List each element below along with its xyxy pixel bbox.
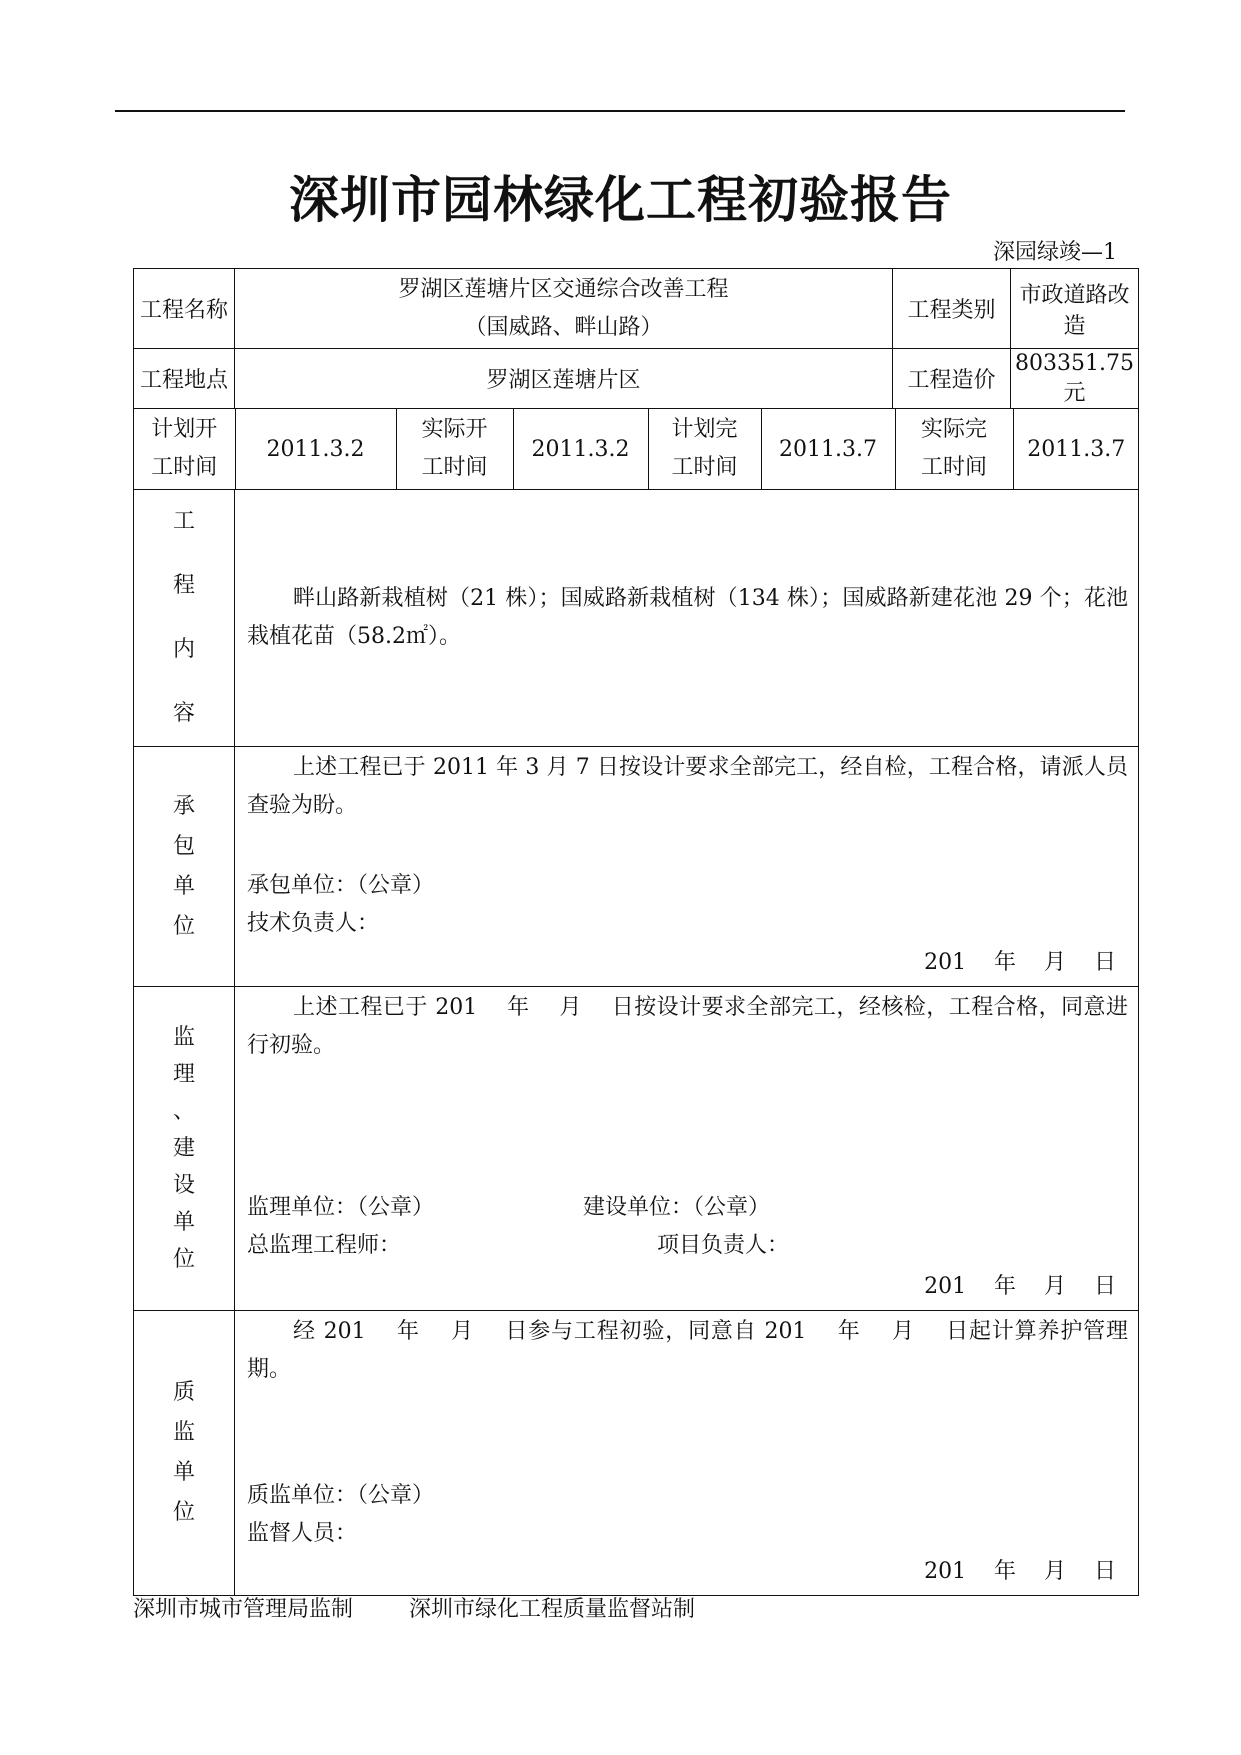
plan-finish-label-line2: 工时间: [671, 455, 738, 480]
project-type-label: 工程类别: [893, 269, 1011, 349]
project-cost-label: 工程造价: [893, 349, 1011, 409]
project-name-line1: 罗湖区莲塘片区交通综合改善工程: [398, 276, 729, 302]
construction-unit: 建设单位：（公章）: [583, 1195, 771, 1220]
actual-start-label-line2: 工时间: [421, 455, 488, 480]
form-code: 深园绿竣—1: [993, 240, 1117, 265]
content-text: 畔山路新栽植树（21 株）；国威路新栽植树（134 株）；国威路新建花池 29 个；花池栽植花苗（58.2㎡）。: [247, 586, 1129, 649]
supervision-label-char: 单: [172, 1210, 195, 1235]
quality-unit: 质监单位：（公章）: [247, 1483, 435, 1508]
actual-finish-label-line1: 实际完: [920, 417, 987, 442]
quality-text: 经 201 年 月 日参与工程初验，同意自 201 年 月 日起计算养护管理期。: [247, 1319, 1129, 1382]
contractor-cell: [235, 747, 1139, 987]
actual-finish-label: [895, 409, 1013, 489]
quality-date: 201 年 月 日: [924, 1559, 1117, 1584]
project-name-label: 工程名称: [134, 269, 235, 349]
plan-start-label-line2: 工时间: [151, 455, 218, 480]
row-content: [134, 490, 1139, 747]
plan-finish-label-line1: 计划完: [671, 417, 738, 442]
contractor-label-char: 单: [172, 873, 195, 899]
actual-finish-value: 2011.3.7: [1027, 436, 1126, 462]
row-contractor: [134, 747, 1139, 987]
footer: [133, 1592, 695, 1623]
supervision-label-char: 建: [172, 1136, 195, 1161]
top-rule: [115, 110, 1125, 112]
supervision-cell: [235, 987, 1139, 1311]
plan-finish-value: 2011.3.7: [761, 409, 895, 489]
supervision-label-char: 设: [172, 1173, 195, 1198]
supervision-unit: 监理单位：（公章）: [247, 1195, 435, 1220]
row-project-name: [134, 269, 1139, 349]
project-name-line2: （国威路、畔山路）: [464, 314, 663, 340]
contractor-text: 上述工程已于 2011 年 3 月 7 日按设计要求全部完工，经自检，工程合格，请派人员查验为盼。: [247, 755, 1129, 818]
contractor-date: 201 年 月 日: [924, 950, 1117, 975]
supervision-unit-row: [235, 1189, 1138, 1227]
content-label-char: 程: [172, 573, 195, 598]
actual-start-label: [396, 409, 513, 489]
supervision-date: 201 年 月 日: [924, 1274, 1117, 1299]
content-cell: [235, 490, 1139, 747]
footer-issuer-2: 深圳市绿化工程质量监督站制: [408, 1597, 695, 1622]
project-location-label: 工程地点: [134, 349, 235, 409]
page-title: 深圳市园林绿化工程初验报告: [289, 171, 952, 229]
content-label-char: 内: [172, 637, 195, 662]
quality-label: [134, 1311, 235, 1596]
row-quality: [134, 1311, 1139, 1596]
row-schedule: [134, 409, 1139, 490]
project-lead: 项目负责人：: [657, 1233, 790, 1258]
quality-label-char: 质: [172, 1380, 195, 1405]
row-supervision: [134, 987, 1139, 1311]
quality-cell: [235, 1311, 1139, 1596]
actual-finish-label-line2: 工时间: [920, 455, 987, 480]
plan-start-label-line1: 计划开: [151, 417, 218, 442]
schedule-table: [134, 409, 1139, 489]
content-label-char: 容: [172, 701, 195, 726]
content-label: [134, 490, 235, 747]
project-type-value: 市政道路改造: [1011, 269, 1139, 349]
project-name-value: [235, 269, 893, 349]
quality-label-char: 监: [172, 1420, 195, 1445]
report-table: [133, 268, 1139, 1596]
actual-start-label-line1: 实际开: [421, 417, 488, 442]
footer-issuer-1: 深圳市城市管理局监制: [133, 1597, 354, 1622]
quality-label-char: 位: [172, 1500, 195, 1525]
contractor-label: [134, 747, 235, 987]
chief-engineer: 总监理工程师：: [247, 1233, 402, 1258]
contractor-label-char: 包: [172, 833, 195, 859]
project-location-value: 罗湖区莲塘片区: [235, 349, 893, 409]
row-project-location: [134, 349, 1139, 409]
schedule-cell: [134, 409, 1139, 490]
actual-start-value: 2011.3.2: [513, 409, 648, 489]
quality-inspector: 监督人员：: [247, 1521, 358, 1546]
supervision-label-char: 、: [172, 1099, 195, 1124]
contractor-tech-lead: 技术负责人：: [247, 911, 380, 936]
plan-start-label: [134, 409, 235, 489]
contractor-label-char: 承: [172, 793, 195, 819]
plan-finish-label: [648, 409, 761, 489]
content-label-char: 工: [172, 509, 195, 534]
supervision-label-char: 位: [172, 1247, 195, 1272]
contractor-unit: 承包单位：（公章）: [247, 873, 435, 898]
supervision-label-char: 监: [172, 1025, 195, 1050]
supervision-label-char: 理: [172, 1062, 195, 1087]
plan-start-value: 2011.3.2: [235, 409, 396, 489]
contractor-label-char: 位: [172, 913, 195, 939]
supervision-sign-row: [235, 1227, 1138, 1265]
quality-label-char: 单: [172, 1460, 195, 1485]
supervision-text: 上述工程已于 201 年 月 日按设计要求全部完工，经核检，工程合格，同意进行初验。: [247, 995, 1129, 1058]
supervision-label: [134, 987, 235, 1311]
project-cost-value: 803351.75 元: [1011, 349, 1139, 409]
